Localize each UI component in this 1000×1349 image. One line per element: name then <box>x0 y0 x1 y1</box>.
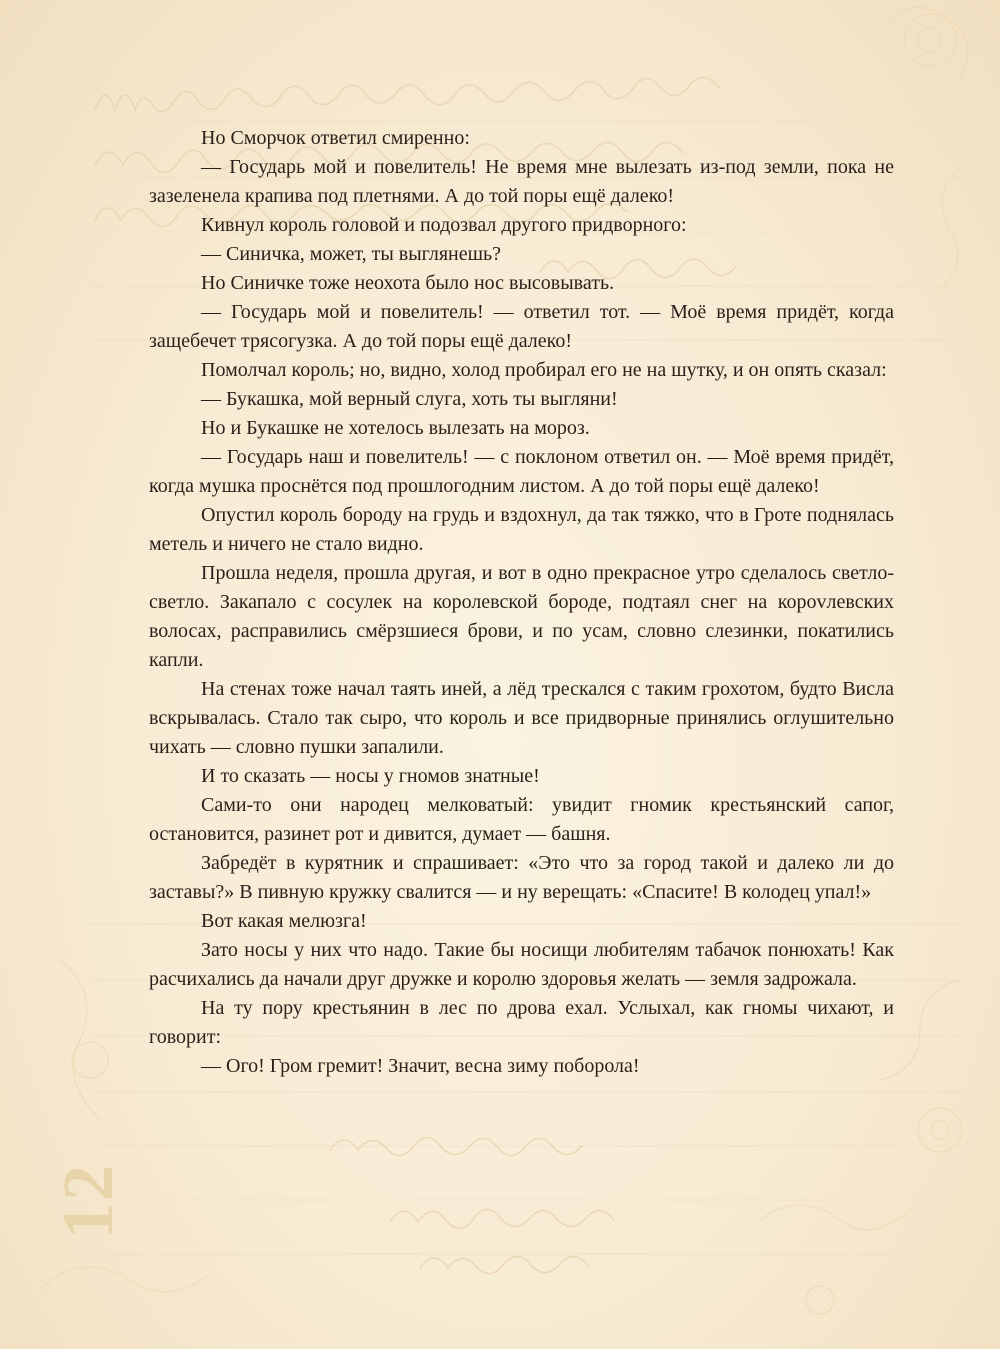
paragraph: Но и Букашке не хотелось вылезать на мороз. <box>201 417 590 439</box>
paragraph: — Синичка, может, ты выглянешь? <box>201 243 502 265</box>
paragraph: Прошла неделя, прошла другая, и вот в одно прекрасное утро сделалось светло-светло. Закапало с сосулек на королевской бороде, подтаял снег на короvлевских волосах, расправились смёрзшиеся брови, и по усам, словно слезинки, покатились капли. <box>149 562 894 671</box>
page-number: 12 <box>47 1163 128 1239</box>
paragraph: Но Синичке тоже неохота было нос высовывать. <box>201 272 615 294</box>
paragraph: Вот какая мелюзга! <box>201 910 367 932</box>
paragraph: Забредёт в курятник и спрашивает: «Это что за город такой и далеко ли до заставы?» В пивную кружку свалится — и ну верещать: «Спасите! В колодец упал!» <box>149 852 894 903</box>
paragraph: Но Сморчок ответил смиренно: <box>201 127 470 149</box>
paragraph: И то сказать — носы у гномов знатные! <box>201 765 540 787</box>
paragraph: Сами-то они народец мелковатый: увидит гномик крестьянский сапог, остановится, разинет рот и дивится, думает — башня. <box>149 794 894 845</box>
paragraph: — Ого! Гром гремит! Значит, весна зиму поборола! <box>201 1055 640 1077</box>
paragraph: На стенах тоже начал таять иней, а лёд трескался с таким грохотом, будто Висла вскрывалась. Стало так сыро, что король и все придворные принялись оглушительно чихать — словно пушки запалили. <box>149 678 894 758</box>
story-text <box>149 124 894 1081</box>
paragraph: Кивнул король головой и подозвал другого придворного: <box>201 214 687 236</box>
paragraph: — Государь наш и повелитель! — с поклоном ответил он. — Моё время придёт, когда мушка проснётся под прошлогодним листом. А до той поры ещё далеко! <box>149 446 894 497</box>
paragraph: Опустил король бороду на грудь и вздохнул, да так тяжко, что в Гроте поднялась метель и ничего не стало видно. <box>149 504 894 555</box>
paragraph: — Государь мой и повелитель! — ответил тот. — Моё время придёт, когда защебечет трясогузка. А до той поры ещё далеко! <box>149 301 894 352</box>
paragraph: — Букашка, мой верный слуга, хоть ты выгляни! <box>201 388 618 410</box>
paragraph: Помолчал король; но, видно, холод пробирал его не на шутку, и он опять сказал: <box>201 359 887 381</box>
paragraph: Зато носы у них что надо. Такие бы носищи любителям табачок понюхать! Как расчихались да начали друг дружке и королю здоровья желать — земля задрожала. <box>149 939 894 990</box>
paragraph: — Государь мой и повелитель! Не время мне вылезать из-под земли, пока не зазеленела крапива под плетнями. А до той поры ещё далеко! <box>149 156 894 207</box>
paragraph: На ту пору крестьянин в лес по дрова ехал. Услыхал, как гномы чихают, и говорит: <box>149 997 894 1048</box>
